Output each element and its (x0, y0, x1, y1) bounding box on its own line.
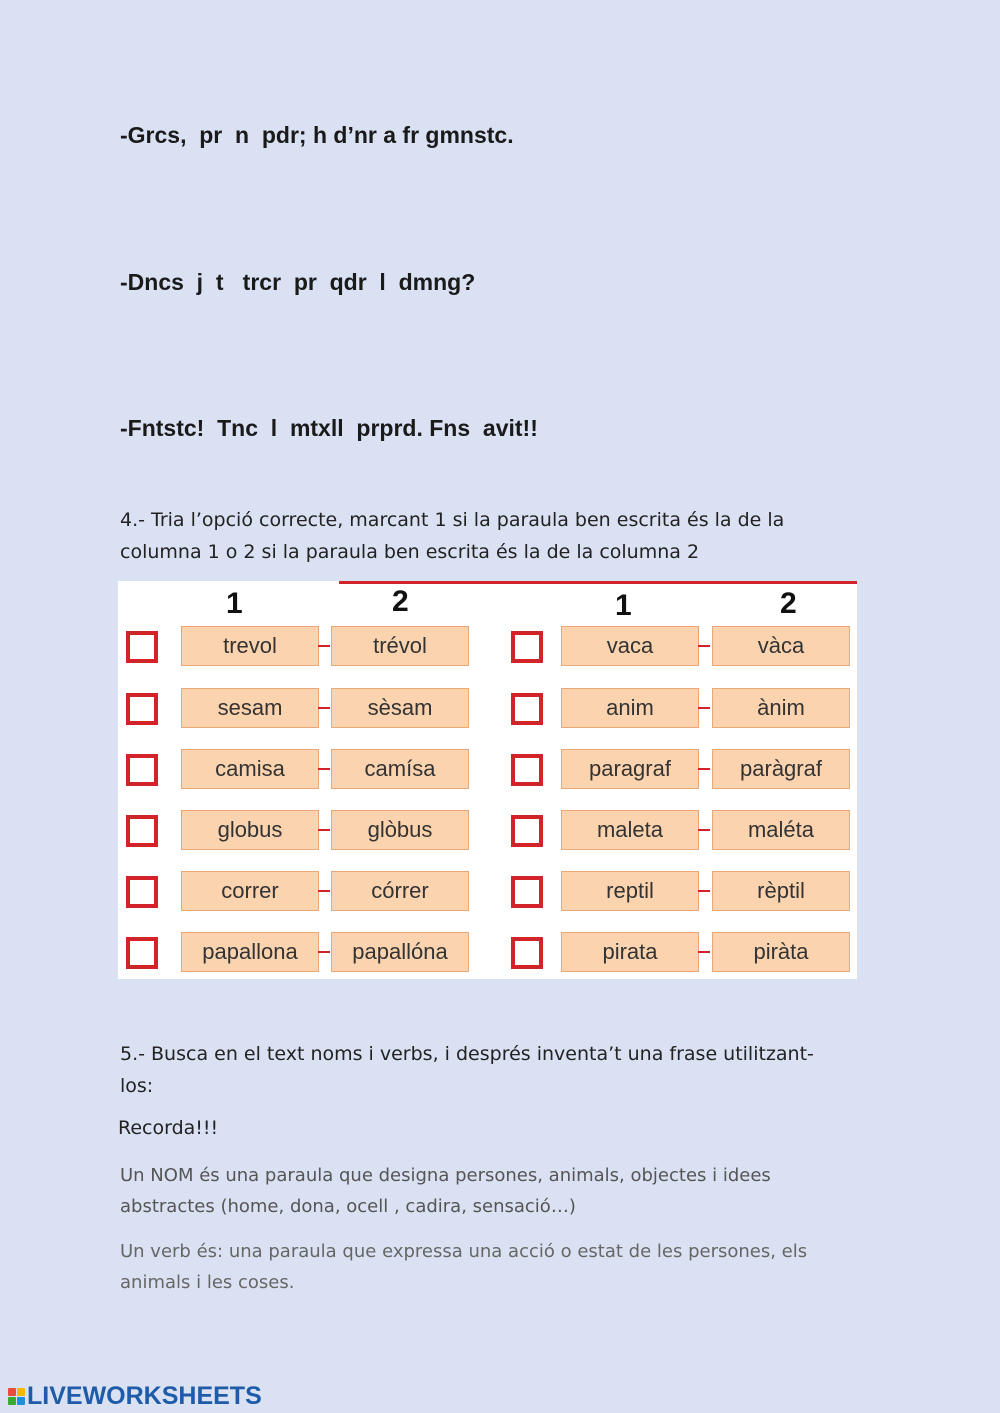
option-1-right-2[interactable]: anim (561, 688, 699, 728)
answer-checkbox-left-3[interactable] (126, 754, 158, 786)
noun-definition-line-1: Un NOM és una paraula que designa persones, animals, objectes i idees (120, 1165, 771, 1186)
option-connector (698, 829, 710, 831)
noun-definition (120, 1160, 880, 1222)
option-2-left-2[interactable]: sèsam (331, 688, 469, 728)
option-connector (698, 890, 710, 892)
exercise-5-instruction-line-2: los: (120, 1075, 154, 1097)
option-1-left-4[interactable]: globus (181, 810, 319, 850)
recorda-heading: Recorda!!! (118, 1117, 219, 1139)
option-1-left-6[interactable]: papallona (181, 932, 319, 972)
option-2-left-1[interactable]: trévol (331, 626, 469, 666)
answer-checkbox-left-4[interactable] (126, 815, 158, 847)
answer-checkbox-right-3[interactable] (511, 754, 543, 786)
option-1-left-3[interactable]: camisa (181, 749, 319, 789)
exercise-5-instruction (120, 1038, 880, 1102)
option-connector (318, 890, 330, 892)
option-1-right-1[interactable]: vaca (561, 626, 699, 666)
option-2-right-6[interactable]: piràta (712, 932, 850, 972)
answer-checkbox-left-6[interactable] (126, 937, 158, 969)
option-connector (698, 768, 710, 770)
option-2-right-3[interactable]: paràgraf (712, 749, 850, 789)
option-2-left-4[interactable]: glòbus (331, 810, 469, 850)
option-1-left-2[interactable]: sesam (181, 688, 319, 728)
exercise-4-instruction (120, 504, 880, 568)
sentence-3: -Fntstc! Tnc l mtxll prprd. Fns avit!! (120, 415, 538, 441)
answer-checkbox-right-2[interactable] (511, 693, 543, 725)
option-connector (698, 951, 710, 953)
verb-definition (120, 1236, 880, 1298)
option-1-right-6[interactable]: pirata (561, 932, 699, 972)
column-label-left-1: 1 (226, 587, 243, 620)
logo-text: LIVEWORKSHEETS (27, 1382, 262, 1410)
exercise-5-instruction-line-1: 5.- Busca en el text noms i verbs, i després inventa’t una frase utilitzant- (120, 1043, 814, 1065)
liveworksheets-logo[interactable] (8, 1382, 262, 1411)
sentence-1: -Grcs, pr n pdr; h d’nr a fr gmnstc. (120, 122, 514, 148)
answer-checkbox-right-6[interactable] (511, 937, 543, 969)
answer-checkbox-right-5[interactable] (511, 876, 543, 908)
verb-definition-line-2: animals i les coses. (120, 1272, 295, 1293)
option-connector (318, 645, 330, 647)
sentence-2: -Dncs j t trcr pr qdr l dmng? (120, 269, 476, 295)
option-connector (318, 707, 330, 709)
exercise-4-instruction-line-2: columna 1 o 2 si la paraula ben escrita és la de la columna 2 (120, 541, 700, 563)
option-1-right-5[interactable]: reptil (561, 871, 699, 911)
option-2-right-4[interactable]: maléta (712, 810, 850, 850)
option-2-right-5[interactable]: rèptil (712, 871, 850, 911)
option-1-right-3[interactable]: paragraf (561, 749, 699, 789)
answer-checkbox-left-1[interactable] (126, 631, 158, 663)
column-label-right-1: 1 (615, 589, 632, 622)
option-2-right-1[interactable]: vàca (712, 626, 850, 666)
top-red-line (339, 581, 857, 584)
noun-definition-line-2: abstractes (home, dona, ocell , cadira, sensació…) (120, 1196, 576, 1217)
option-connector (698, 707, 710, 709)
exercise-4-instruction-line-1: 4.- Tria l’opció correcte, marcant 1 si la paraula ben escrita és la de la (120, 509, 785, 531)
answer-checkbox-right-4[interactable] (511, 815, 543, 847)
answer-checkbox-left-2[interactable] (126, 693, 158, 725)
liveworksheets-logo-icon (8, 1388, 25, 1405)
option-connector (698, 645, 710, 647)
option-2-right-2[interactable]: ànim (712, 688, 850, 728)
option-connector (318, 829, 330, 831)
answer-checkbox-right-1[interactable] (511, 631, 543, 663)
exercise-4-grid (118, 581, 857, 979)
option-1-left-1[interactable]: trevol (181, 626, 319, 666)
option-connector (318, 768, 330, 770)
option-1-right-4[interactable]: maleta (561, 810, 699, 850)
option-2-left-3[interactable]: camísa (331, 749, 469, 789)
column-label-right-2: 2 (780, 587, 797, 620)
option-2-left-6[interactable]: papallóna (331, 932, 469, 972)
option-2-left-5[interactable]: córrer (331, 871, 469, 911)
option-1-left-5[interactable]: correr (181, 871, 319, 911)
column-label-left-2: 2 (392, 585, 409, 618)
option-connector (318, 951, 330, 953)
answer-checkbox-left-5[interactable] (126, 876, 158, 908)
verb-definition-line-1: Un verb és: una paraula que expressa una acció o estat de les persones, els (120, 1241, 808, 1262)
